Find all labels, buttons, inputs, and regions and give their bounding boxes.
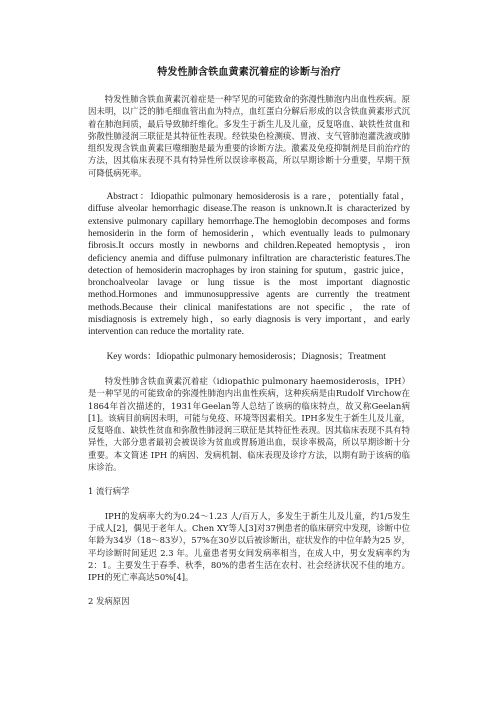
introduction-paragraph: 特发性肺含铁血黄素沉着症（idiopathic pulmonary haemosiderosis，IPH）是一种罕见的可能致命的弥漫性肺泡内出血性疾病，这种疾病是由Rudolf Virchow在1864年首次描述的，1931年Geelan等人总结了该病的临床特点，故又称Geelan病[1]。该病目前病因未明，可能与免疫、环境等因素相关。IPH多发生于新生儿及儿童，反复咯血、缺铁性贫血和弥散性肺浸润三联征是其特征性表现。因其临床表现不具有特异性，大部分患者最初会被误诊为贫血或胃肠道出血，误诊率极高，所以早期诊断十分重要。本文简述 IPH 的病因、发病机制、临床表现及诊疗方法，以期有助于该病的临床诊治。 <box>88 375 410 473</box>
abstract-english: Abstract：Idiopathic pulmonary hemosiderosis is a rare，potentially fatal，diffuse alveolar hemorrhagic disease.The reason is unknown.It is characterized by extensive pulmonary capillary hemorrhage.The hemoglobin decomposes and forms hemosiderin in the form of hemosiderin，which eventually leads to pulmonary fibrosis.It occurs mostly in newborns and children.Repeated hemoptysis，iron deficiency anemia and diffuse pulmonary infiltration are characteristic features.The detection of hemosiderin macrophages by iron staining for sputum，gastric juice，bronchoalveolar lavage or lung tissue is the most important diagnostic method.Hormones and immunosuppressive agents are currently the treatment methods.Because their clinical manifestations are not specific，the rate of misdiagnosis is extremely high，so early diagnosis is very important，and early intervention can reduce the mortality rate. <box>88 192 410 338</box>
section-2-heading: 2 发病原因 <box>88 596 130 607</box>
abstract-chinese: 特发性肺含铁血黄素沉着症是一种罕见的可能致命的弥漫性肺泡内出血性疾病。原因未明，以广泛的肺毛细血管出血为特点，血红蛋白分解后形成的以含铁血黄素形式沉着在肺泡间质，最后导致肺纤维化。多发生于新生儿及儿童，反复咯血、缺铁性贫血和弥散性肺浸润三联征是其特征性表现。经铁染色检测痰、胃液、支气管肺泡灌洗液或肺组织发现含铁血黄素巨噬细胞是最为重要的诊断方法。激素及免疫抑制剂是目前治疗的方法，因其临床表现不具有特异性所以误诊率极高，所以早期诊断十分重要，早期干预可降低病死率。 <box>88 94 410 178</box>
document-body <box>88 66 410 608</box>
section-1-paragraph: IPH的发病率大约为0.24～1.23 人/百万人，多发生于新生儿及儿童，约1/5发生于成人[2]，偶见于老年人。Chen XY等人[3]对37例患者的临床研究中发现，诊断中位年龄为34岁（18～83岁），57%在30岁以后被诊断出，症状发作的中位年龄为25 岁，平均诊断时间延迟 2.3 年。儿童患者男女间发病率相当，在成人中，男女发病率约为 2：1。主要发生于春季、秋季，80%的患者生活在农村、社会经济状况不佳的地方。IPH的死亡率高达50%[4]。 <box>88 510 410 583</box>
keywords: Key words：Idiopathic pulmonary hemosiderosis；Diagnosis；Treatment <box>106 351 386 362</box>
section-1-heading: 1 流行病学 <box>88 486 130 497</box>
document-title: 特发性肺含铁血黄素沉着症的诊断与治疗 <box>157 67 341 78</box>
